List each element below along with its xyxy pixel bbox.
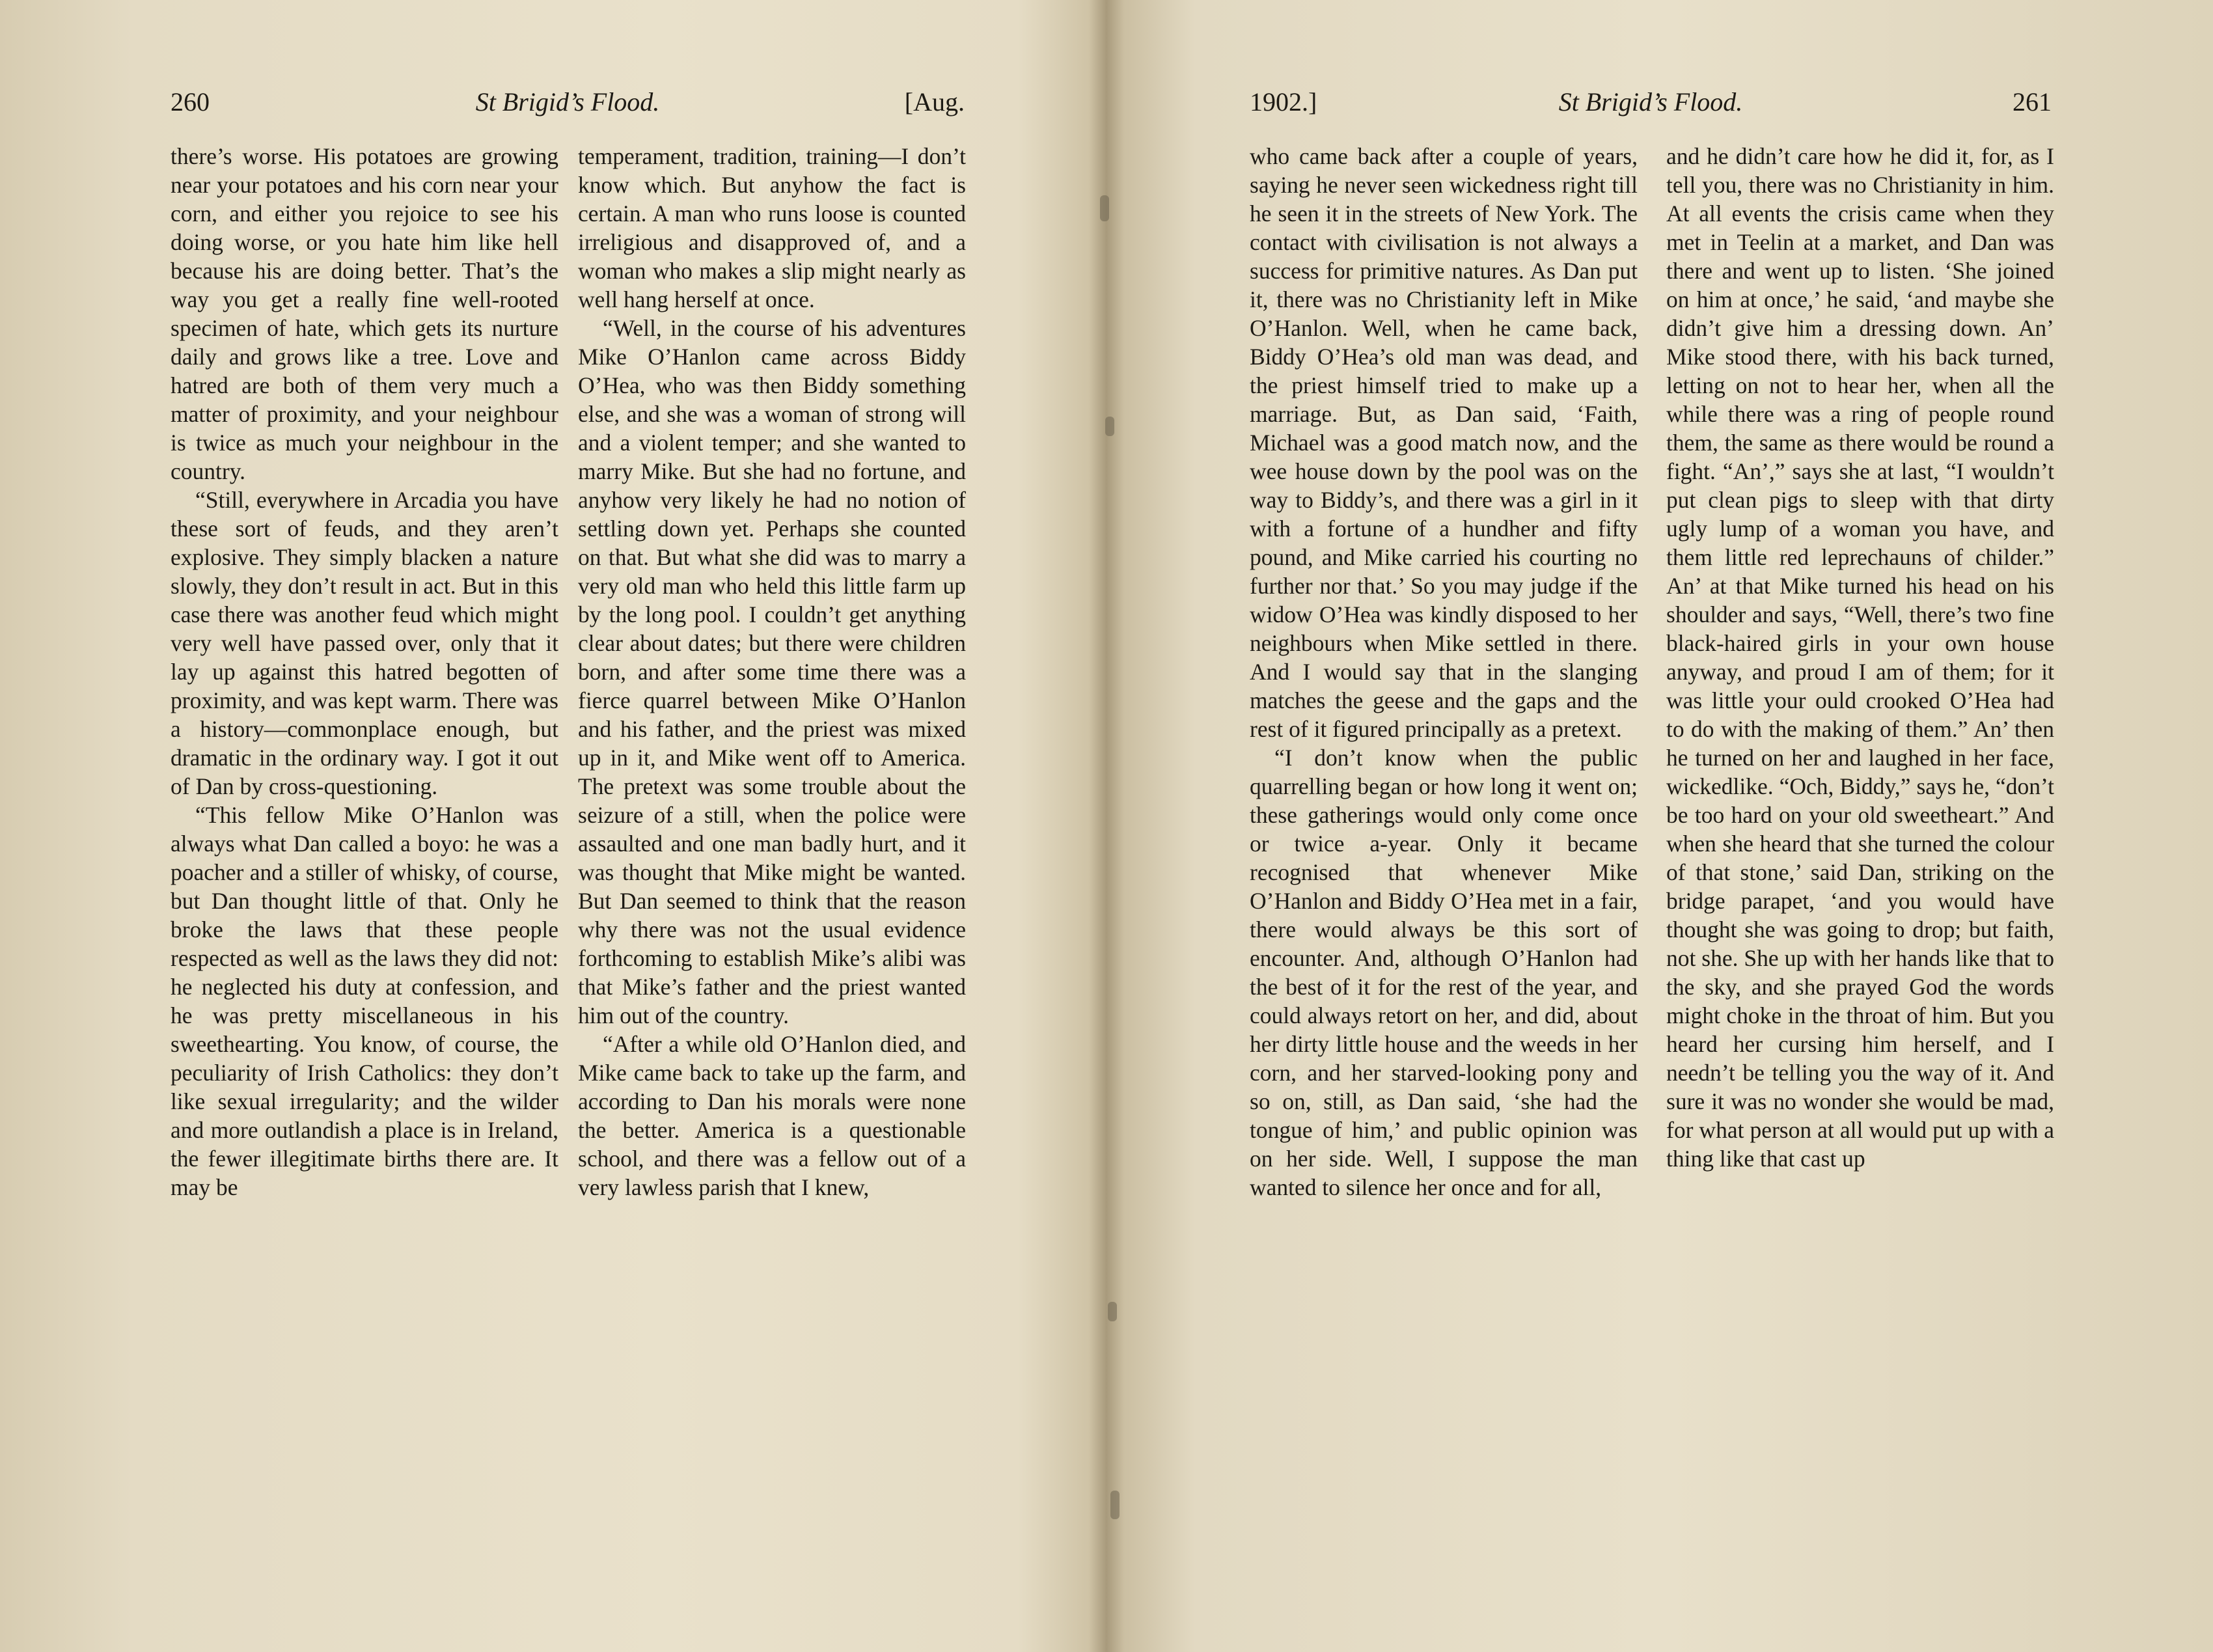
- running-title: St Brigid’s Flood.: [1558, 87, 1743, 117]
- paragraph: and he didn’t care how he did it, for, as I tell you, there was no Christianity in him. At all events the crisis came when they met in Teelin at a market, and Dan was there and went up to listen. ‘She joined on him at once,’ he said, ‘and maybe she didn’t give him a dressing down. An’ Mike stood there, with his back turned, letting on not to hear her, when all the while there was a ring of people round them, the same as there would be round a fight. “An’,” says she at last, “I wouldn’t put clean pigs to sleep with that dirty ugly lump of a woman you have, and them little red leprechauns of childer.” An’ at that Mike turned his head on his shoulder and says, “Well, there’s two fine black-haired girls in your own house anyway, and proud I am of them; for it was little your ould crooked O’Hea had to do with the making of them.” An’ then he turned on her and laughed in her face, wickedlike. “Och, Biddy,” says he, “don’t be too hard on your old sweetheart.” And when she heard that she turned the colour of that stone,’ said Dan, striking on the bridge parapet, ‘and you would have thought she was going to drop; but faith, not she. She up with her hands like that to the sky, and she prayed God the words might choke in the throat of him. But you heard her cursing him herself, and I needn’t be telling you the way of it. And sure it was no wonder she would be mad, for what person at all would put up with a thing like that cast up: [1666, 143, 2054, 1172]
- running-date: [Aug.: [904, 87, 965, 117]
- running-head-left: [171, 86, 965, 118]
- text-column-1: [171, 142, 558, 1548]
- running-title: St Brigid’s Flood.: [475, 87, 660, 117]
- text-column-4: [1666, 142, 2054, 1548]
- paragraph: “Well, in the course of his adventures Mike O’Hanlon came across Biddy O’Hea, who was then Biddy something else, and she was a woman of strong will and a violent temper; and she wanted to marry Mike. But she had no fortune, and anyhow very likely he had no notion of settling down yet. Perhaps she counted on that. But what she did was to marry a very old man who held this little farm up by the long pool. I couldn’t get anything clear about dates; but there were children born, and after some time there was a fierce quarrel between Mike O’Hanlon and his father, and the priest was mixed up in it, and Mike went off to America. The pretext was some trouble about the seizure of a still, when the police were assaulted and one man badly hurt, and it was thought that Mike might be wanted. But Dan seemed to think that the reason why there was not the usual evidence forthcoming to establish Mike’s alibi was that Mike’s father and the priest wanted him out of the country.: [578, 315, 966, 1028]
- paragraph: there’s worse. His potatoes are growing near your potatoes and his corn near your corn, and either you rejoice to see his doing worse, or you hate him like hell because his are doing better. That’s the way you get a really fine well-rooted specimen of hate, which gets its nurture daily and grows like a tree. Love and hatred are both of them very much a matter of proximity, and your neighbour is twice as much your neighbour in the country.: [171, 143, 558, 484]
- running-date: 1902.]: [1250, 87, 1317, 117]
- text-column-3: [1250, 142, 1638, 1548]
- paragraph: “Still, everywhere in Arcadia you have these sort of feuds, and they aren’t explosive. They simply blacken a nature slowly, they don’t result in act. But in this case there was another feud which might very well have passed over, only that it lay up against this hatred begotten of proximity, and was kept warm. There was a history—commonplace enough, but dramatic in the ordinary way. I got it out of Dan by cross-questioning.: [171, 487, 558, 799]
- paragraph: “After a while old O’Hanlon died, and Mike came back to take up the farm, and according to Dan his morals were none the better. America is a questionable school, and there was a fellow out of a very lawless parish that I knew,: [578, 1031, 966, 1200]
- running-head-right: [1250, 86, 2052, 118]
- text-column-2: [578, 142, 966, 1548]
- page-number: 260: [171, 87, 210, 117]
- paragraph: temperament, tradition, training—I don’t know which. But anyhow the fact is certain. A man who runs loose is counted irreligious and disapproved of, and a woman who makes a slip might nearly as well hang herself at once.: [578, 143, 966, 312]
- left-page: [0, 0, 1106, 1652]
- paragraph: who came back after a couple of years, saying he never seen wickedness right till he seen it in the streets of New York. The contact with civilisation is not always a success for primitive natures. As Dan put it, there was no Christianity left in Mike O’Hanlon. Well, when he came back, Biddy O’Hea’s old man was dead, and the priest himself tried to make up a marriage. But, as Dan said, ‘Faith, Michael was a good match now, and the wee house down by the pool was on the way to Biddy’s, and there was a girl in it with a fortune of a hundher and fifty pound, and Mike carried his courting no further nor that.’ So you may judge if the widow O’Hea was kindly disposed to her neighbours when Mike settled in there. And I would say that in the slanging matches the geese and the gaps and the rest of it figured principally as a pretext.: [1250, 143, 1638, 742]
- paragraph: “This fellow Mike O’Hanlon was always what Dan called a boyo: he was a poacher and a stiller of whisky, of course, but Dan thought little of that. Only he broke the laws that these people respected as well as the laws they did not: he neglected his duty at confession, and he was pretty miscellaneous in his sweethearting. You know, of course, the peculiarity of Irish Catholics: they don’t like sexual irregularity; and the wilder and more outlandish a place is in Ireland, the fewer illegitimate births there are. It may be: [171, 802, 558, 1200]
- page-number: 261: [2013, 87, 2052, 117]
- paragraph: “I don’t know when the public quarrelling began or how long it went on; these gatherings would only come once or twice a-year. Only it became recognised that whenever Mike O’Hanlon and Biddy O’Hea met in a fair, there would always be this sort of encounter. And, although O’Hanlon had the best of it for the rest of the year, and could always retort on her, and did, about her dirty little house and the weeds in her corn, and her starved-looking pony and so on, still, as Dan said, ‘she had the tongue of him,’ and public opinion was on her side. Well, I suppose the man wanted to silence her once and for all,: [1250, 745, 1638, 1200]
